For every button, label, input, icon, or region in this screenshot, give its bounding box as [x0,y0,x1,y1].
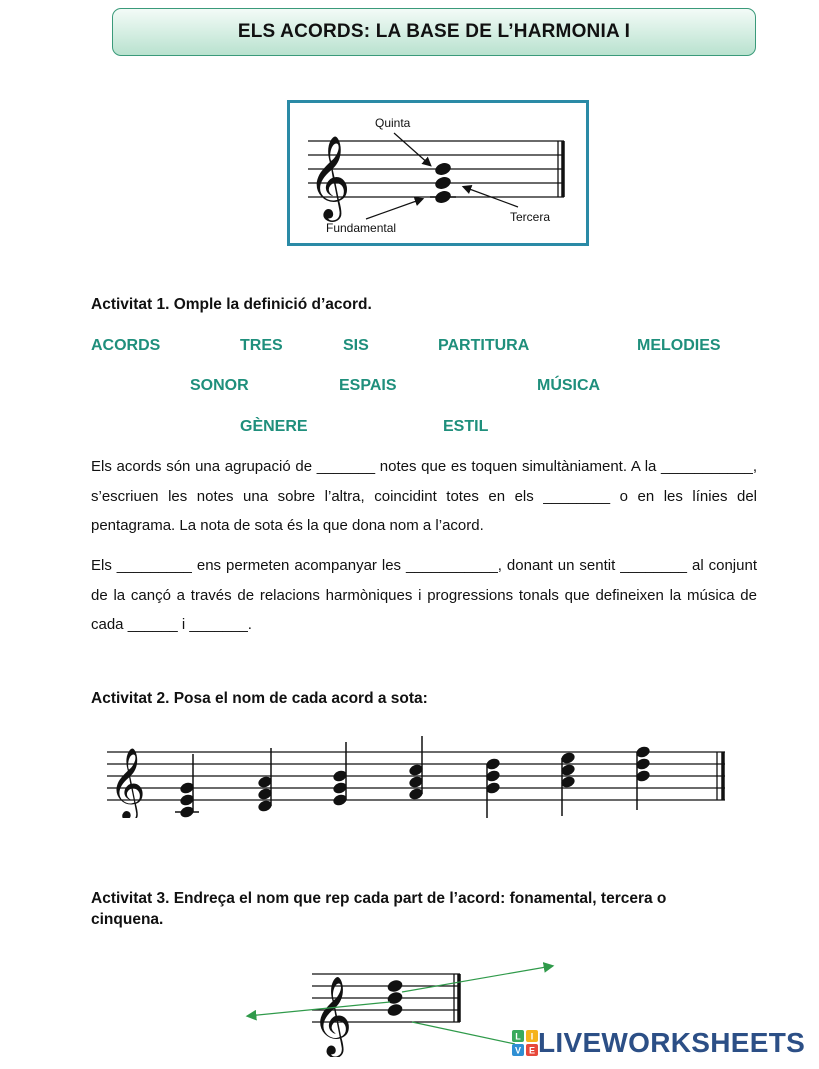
svg-text:E: E [528,1045,536,1056]
liveworksheets-watermark [512,1027,805,1059]
word-bank-item: GÈNERE [240,418,308,435]
arrow-quinta [394,133,430,165]
word-bank-item: MÚSICA [537,377,601,394]
chord-notes [386,978,404,1017]
activity1-heading: Activitat 1. Omple la definició d’acord. [91,296,372,313]
chord-notes [175,736,651,818]
word-bank-item: PARTITURA [438,337,530,354]
arrow-fundamental [366,199,422,219]
definition-paragraph-1: Els acords són una agrupació de _______ notes que es toquen simultàniament. A la ___________, s’escriuen les notes una sobre l’altra, coincidint totes en els ________ o en les línies del pentagrama. La nota de sota és la que dona nom a l’acord. [91,458,757,534]
label-tercera: Tercera [510,210,551,224]
pointer-arrow-quinta[interactable] [402,966,552,992]
word-bank-item: MELODIES [637,337,721,354]
liveworksheets-logo-icon [512,1030,538,1056]
svg-text:I: I [530,1031,534,1042]
word-bank-item: ESTIL [443,418,489,435]
word-bank-item: SIS [343,337,369,354]
page-title: ELS ACORDS: LA BASE DE L’HARMONIA I [237,21,631,42]
word-bank-item: SONOR [190,377,249,394]
label-quinta: Quinta [375,116,411,130]
liveworksheets-wordmark: LIVEWORKSHEETS [538,1027,806,1058]
treble-clef-icon: 𝄞 [312,976,353,1055]
activity2-heading: Activitat 2. Posa el nom de cada acord a sota: [91,690,428,707]
label-fundamental: Fundamental [326,221,397,235]
chord-diagram-svg [290,103,586,243]
definition-paragraph-2: Els _________ ens permeten acompanyar les ___________, donant un sentit ________ al conjunt de la cançó a través de relacions harmòniques i progressions tonals que defineixen la música de cada ______ i _______. [91,557,757,633]
word-bank-item: ESPAIS [339,377,397,394]
word-bank-item: TRES [240,337,283,354]
chord-diagram [287,100,589,246]
activity3-heading: Activitat 3. Endreça el nom que rep cada part de l’acord: fonamental, tercera o cinquena. [91,890,667,928]
svg-text:V: V [514,1045,522,1056]
word-bank-item: ACORDS [91,337,161,354]
pointer-line-fonamental[interactable] [412,1022,515,1044]
treble-clef-icon: 𝄞 [109,746,146,818]
svg-text:L: L [515,1031,521,1042]
treble-clef-icon: 𝄞 [308,134,351,218]
title-banner [112,8,756,56]
chord-scale-staff [105,728,730,818]
